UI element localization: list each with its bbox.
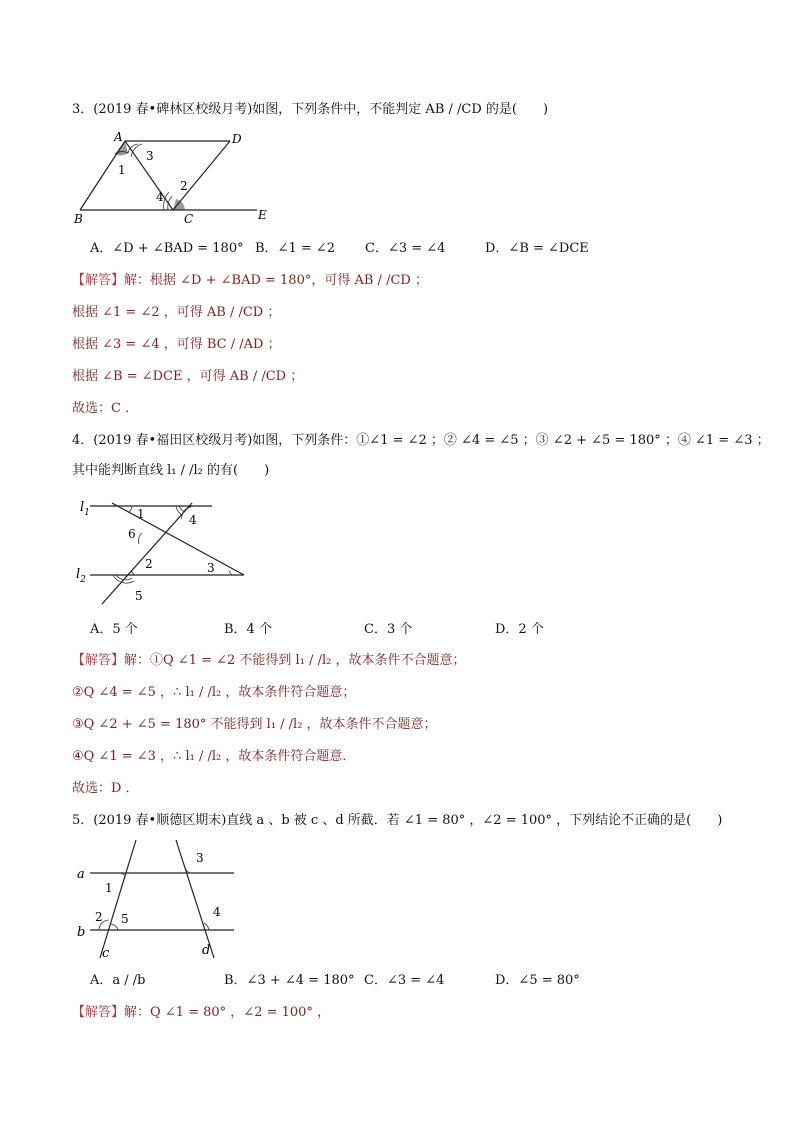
q4-angle-5: 5 — [135, 589, 143, 603]
q3-label-C: C — [184, 212, 194, 225]
q3-answer-line-1: 【解答】解：根据 ∠D + ∠BAD = 180°，可得 AB / /CD ； — [72, 273, 428, 288]
q4-angle-2: 2 — [145, 557, 153, 571]
q4-option-d: D．2 个 — [495, 622, 544, 637]
q4-answer-line-1: 【解答】解：①Q ∠1 = ∠2 不能得到 l₁ / /l₂ ，故本条件不合题意； — [72, 653, 466, 668]
q4-label-l1: $l_1$ — [80, 500, 90, 518]
q5-angle-1: 1 — [105, 881, 113, 895]
q5-figure — [72, 838, 252, 963]
q3-stem: 3．(2019 春•碑林区校级月考)如图，下列条件中，不能判定 AB / /CD 的是( ) — [72, 102, 549, 117]
q3-label-E: E — [258, 208, 267, 222]
q3-label-B: B — [74, 212, 83, 225]
q5-label-a: a — [77, 867, 85, 882]
q4-stem-2: 其中能判断直线 l₁ / /l₂ 的有( ) — [72, 463, 270, 478]
q4-angle-6: 6 — [128, 527, 136, 541]
q4-option-c: C．3 个 — [364, 622, 413, 637]
q3-label-A: A — [114, 130, 123, 144]
q5-angle-3: 3 — [196, 851, 204, 865]
q5-option-a: A．a / /b — [90, 973, 146, 988]
q3-answer-tag: 【解答】 — [72, 273, 125, 288]
q3-angle-1: 1 — [118, 163, 126, 177]
q3-option-d: D．∠B = ∠DCE — [485, 241, 589, 256]
q3-choice: 故选：C ． — [72, 401, 139, 416]
q4-option-b: B．4 个 — [224, 622, 272, 637]
q4-answer-line-2: ②Q ∠4 = ∠5 ，∴ l₁ / /l₂ ，故本条件符合题意； — [72, 685, 356, 700]
q3-angle-2: 2 — [180, 179, 188, 193]
q4-label-l2: $l_2$ — [76, 567, 86, 585]
q4-answer-tag: 【解答】 — [72, 653, 125, 668]
q3-option-b: B．∠1 = ∠2 — [255, 241, 336, 256]
q3-label-D: D — [232, 132, 242, 146]
q4-option-a: A．5 个 — [90, 622, 138, 637]
q4-angle-4: 4 — [189, 513, 197, 527]
q5-stem: 5．(2019 春•顺德区期末)直线 a 、b 被 c 、d 所截．若 ∠1 = 80° ，∠2 = 100° ，下列结论不正确的是( ) — [72, 813, 723, 828]
q5-option-c: C．∠3 = ∠4 — [364, 973, 445, 988]
q3-answer-line-4: 根据 ∠B = ∠DCE ，可得 AB / /CD ； — [72, 369, 304, 384]
q4-answer-line-4: ④Q ∠1 = ∠3 ，∴ l₁ / /l₂ ，故本条件符合题意． — [72, 749, 356, 764]
q4-angle-1: 1 — [137, 507, 145, 521]
q3-figure — [72, 130, 292, 225]
q5-angle-5: 5 — [121, 912, 129, 926]
q3-answer-line-2: 根据 ∠1 = ∠2 ，可得 AB / /CD ； — [72, 305, 281, 320]
q4-figure — [72, 492, 272, 607]
q5-angle-2: 2 — [95, 910, 103, 924]
q5-angle-4: 4 — [213, 905, 221, 919]
q4-choice: 故选：D ． — [72, 781, 139, 796]
q3-option-c: C．∠3 = ∠4 — [365, 241, 446, 256]
q3-answer-line-3: 根据 ∠3 = ∠4 ，可得 BC / /AD ； — [72, 337, 281, 352]
q3-angle-4: 4 — [156, 190, 164, 204]
q5-answer-tag: 【解答】 — [72, 1005, 125, 1020]
q4-angle-3: 3 — [207, 561, 215, 575]
q5-label-b: b — [77, 925, 86, 940]
q5-answer-line-1: 【解答】解：Q ∠1 = 80° ，∠2 = 100° ， — [72, 1005, 331, 1020]
q5-label-c: c — [102, 946, 110, 961]
q5-label-d: d — [202, 943, 211, 958]
q5-option-d: D．∠5 = 80° — [495, 973, 580, 988]
q3-angle-3: 3 — [146, 149, 154, 163]
q3-option-a: A．∠D + ∠BAD = 180° — [90, 241, 244, 256]
q4-answer-line-3: ③Q ∠2 + ∠5 = 180° 不能得到 l₁ / /l₂ ，故本条件不合题意； — [72, 717, 437, 732]
q4-stem: 4．(2019 春•福田区校级月考)如图，下列条件：①∠1 = ∠2 ；② ∠4 = ∠5 ；③ ∠2 + ∠5 = 180° ；④ ∠1 = ∠3 ； — [72, 433, 770, 448]
q5-option-b: B．∠3 + ∠4 = 180° — [224, 973, 355, 988]
